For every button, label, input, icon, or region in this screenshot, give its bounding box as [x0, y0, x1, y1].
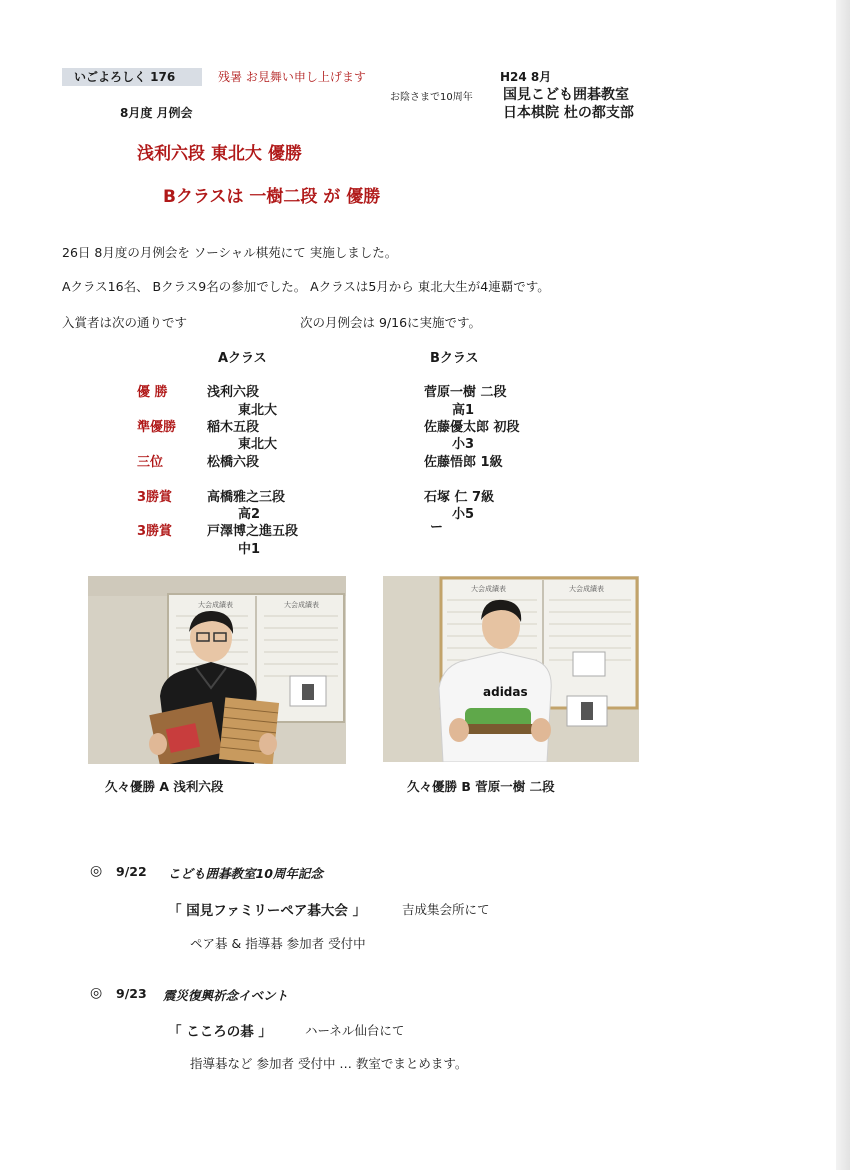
photo-b-winner	[383, 576, 639, 762]
caption-a: 久々優勝 A 浅利六段	[105, 779, 224, 794]
photo-a-winner	[88, 576, 346, 764]
page-edge-shadow	[836, 0, 850, 1170]
a-3win-name: 戸澤博之進五段	[207, 524, 299, 539]
event-bullet-icon: ◎	[90, 985, 103, 1001]
event-bullet-icon: ◎	[90, 863, 103, 879]
body-line-1: 26日 8月度の月例会を ソーシャル棋苑にて 実施しました。	[62, 245, 398, 260]
board-title-2: 大会成績表	[284, 601, 319, 609]
shirt-logo: adidas	[483, 685, 528, 699]
event-name: 「 国見ファミリーペア碁大会 」	[168, 903, 367, 919]
board-title-2-b: 大会成績表	[569, 585, 604, 593]
event-title: こども囲碁教室10周年記念	[168, 866, 323, 881]
b-3win-name: ー	[430, 520, 444, 535]
event-detail: 指導碁など 参加者 受付中 … 教室でまとめます。	[190, 1056, 468, 1071]
board-title-1-b: 大会成績表	[471, 585, 506, 593]
a-3win-affiliation: 高2	[238, 507, 261, 522]
body-line-3-right: 次の月例会は 9/16に実施です。	[300, 315, 482, 330]
a-3win-name: 高橋雅之三段	[207, 490, 286, 505]
prize-label: 3勝賞	[137, 490, 173, 505]
b-class-header: Bクラス	[430, 351, 479, 366]
a-third-name: 松橋六段	[207, 455, 260, 470]
a-3win-affiliation: 中1	[238, 542, 261, 557]
body-line-3-left: 入賞者は次の通りです	[62, 315, 188, 330]
photo-b-illustration	[383, 576, 639, 762]
b-winner-name: 菅原一樹 二段	[424, 385, 507, 400]
event-place: 吉成集会所にて	[402, 902, 490, 917]
b-3win-name: 石塚 仁 7級	[424, 490, 495, 505]
headline-b-class: Bクラスは 一樹二段 が 優勝	[163, 187, 381, 207]
prize-label: 優 勝	[137, 385, 168, 400]
event-place: ハーネル仙台にて	[305, 1023, 405, 1038]
org-name: 国見こども囲碁教室	[503, 87, 629, 103]
meeting-title: 8月度 月例会	[120, 106, 193, 120]
a-class-header: Aクラス	[218, 351, 267, 366]
body-line-2: Aクラス16名、 Bクラス9名の参加でした。 Aクラスは5月から 東北大生が4連覇です。	[62, 279, 550, 294]
b-second-name: 佐藤優太郎 初段	[424, 420, 520, 435]
board-title-1: 大会成績表	[198, 601, 233, 609]
a-second-affiliation: 東北大	[238, 437, 278, 452]
event-detail: ペア碁 & 指導碁 参加者 受付中	[190, 936, 366, 951]
b-second-affiliation: 小3	[452, 437, 475, 452]
series-label: いごよろしく 176	[62, 68, 202, 86]
event-date: 9/22	[116, 864, 147, 879]
issue-date: H24 8月	[500, 70, 552, 84]
prize-label: 準優勝	[137, 420, 177, 435]
b-3win-affiliation: 小5	[452, 507, 475, 522]
a-winner-name: 浅利六段	[207, 385, 260, 400]
photo-a-illustration	[88, 576, 346, 764]
b-winner-affiliation: 高1	[452, 403, 475, 418]
event-title: 震災復興祈念イベント	[163, 988, 289, 1003]
prize-label: 3勝賞	[137, 524, 173, 539]
b-third-name: 佐藤悟郎 1級	[424, 455, 503, 470]
headline-a-class: 浅利六段 東北大 優勝	[137, 144, 302, 164]
a-second-name: 稲木五段	[207, 420, 260, 435]
a-winner-affiliation: 東北大	[238, 403, 278, 418]
prize-label: 三位	[137, 455, 164, 470]
anniversary-text: お陰さまで10周年	[390, 92, 473, 103]
org-branch: 日本棋院 杜の都支部	[503, 105, 634, 121]
event-name: 「 こころの碁 」	[168, 1024, 272, 1040]
event-date: 9/23	[116, 986, 147, 1001]
caption-b: 久々優勝 B 菅原一樹 二段	[407, 779, 555, 794]
greeting-text: 残暑 お見舞い申し上げます	[218, 70, 366, 84]
